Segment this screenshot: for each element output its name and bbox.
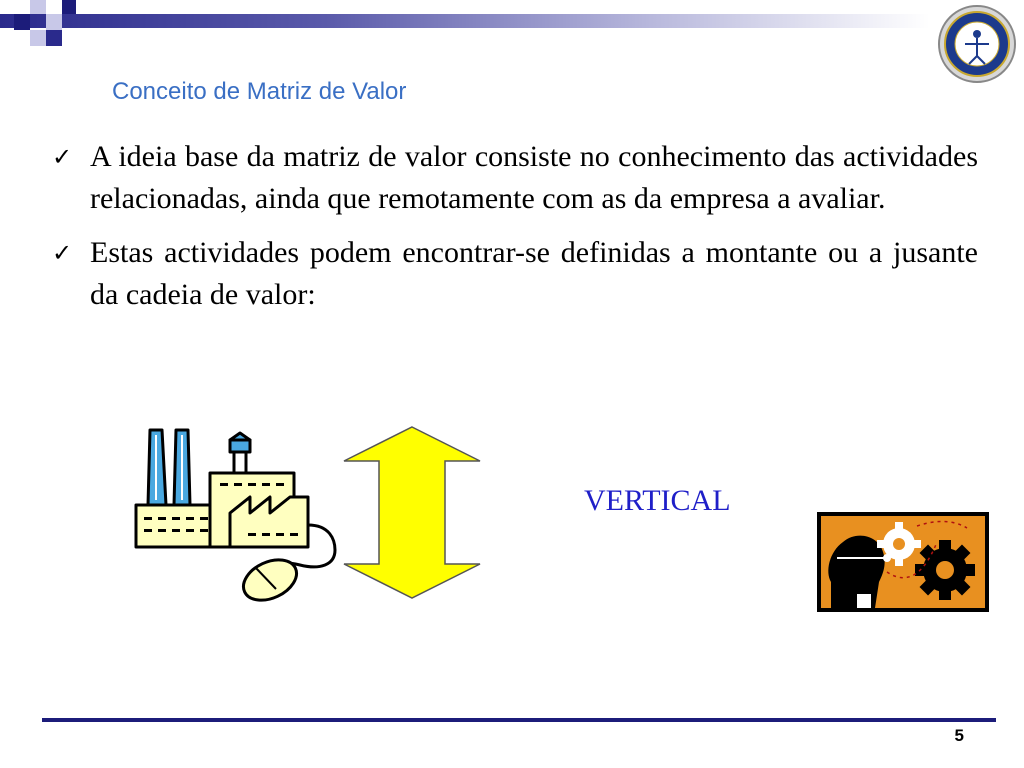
header-gradient-band <box>0 14 930 28</box>
vertical-label: VERTICAL <box>584 484 731 517</box>
header-square-light-3 <box>30 30 46 46</box>
check-icon: ✓ <box>52 239 73 267</box>
factory-computer-clipart <box>130 425 340 610</box>
bullet-item <box>52 232 978 316</box>
page-number: 5 <box>954 726 964 745</box>
bullet-list <box>52 136 978 328</box>
header-square-light-2 <box>46 14 62 30</box>
vertical-double-arrow-icon <box>340 425 485 600</box>
slide-title: Conceito de Matriz de Valor <box>112 78 407 105</box>
thinking-head-gears-clipart <box>817 512 989 612</box>
header-square-dark-2 <box>62 0 76 14</box>
bullet-item <box>52 136 978 220</box>
header-square-dark-3 <box>46 30 62 46</box>
bullet-text: A ideia base da matriz de valor consiste no conhecimento das actividades relacionadas, ainda que remotamente com as da empresa a avaliar. <box>90 140 978 215</box>
header-square-dark-1 <box>14 14 30 30</box>
header-square-light-1 <box>30 0 46 14</box>
footer-divider <box>42 718 996 722</box>
university-seal-logo <box>937 4 1017 84</box>
bullet-text: Estas actividades podem encontrar-se definidas a montante ou a jusante da cadeia de valor: <box>90 236 978 311</box>
check-icon: ✓ <box>52 143 73 171</box>
